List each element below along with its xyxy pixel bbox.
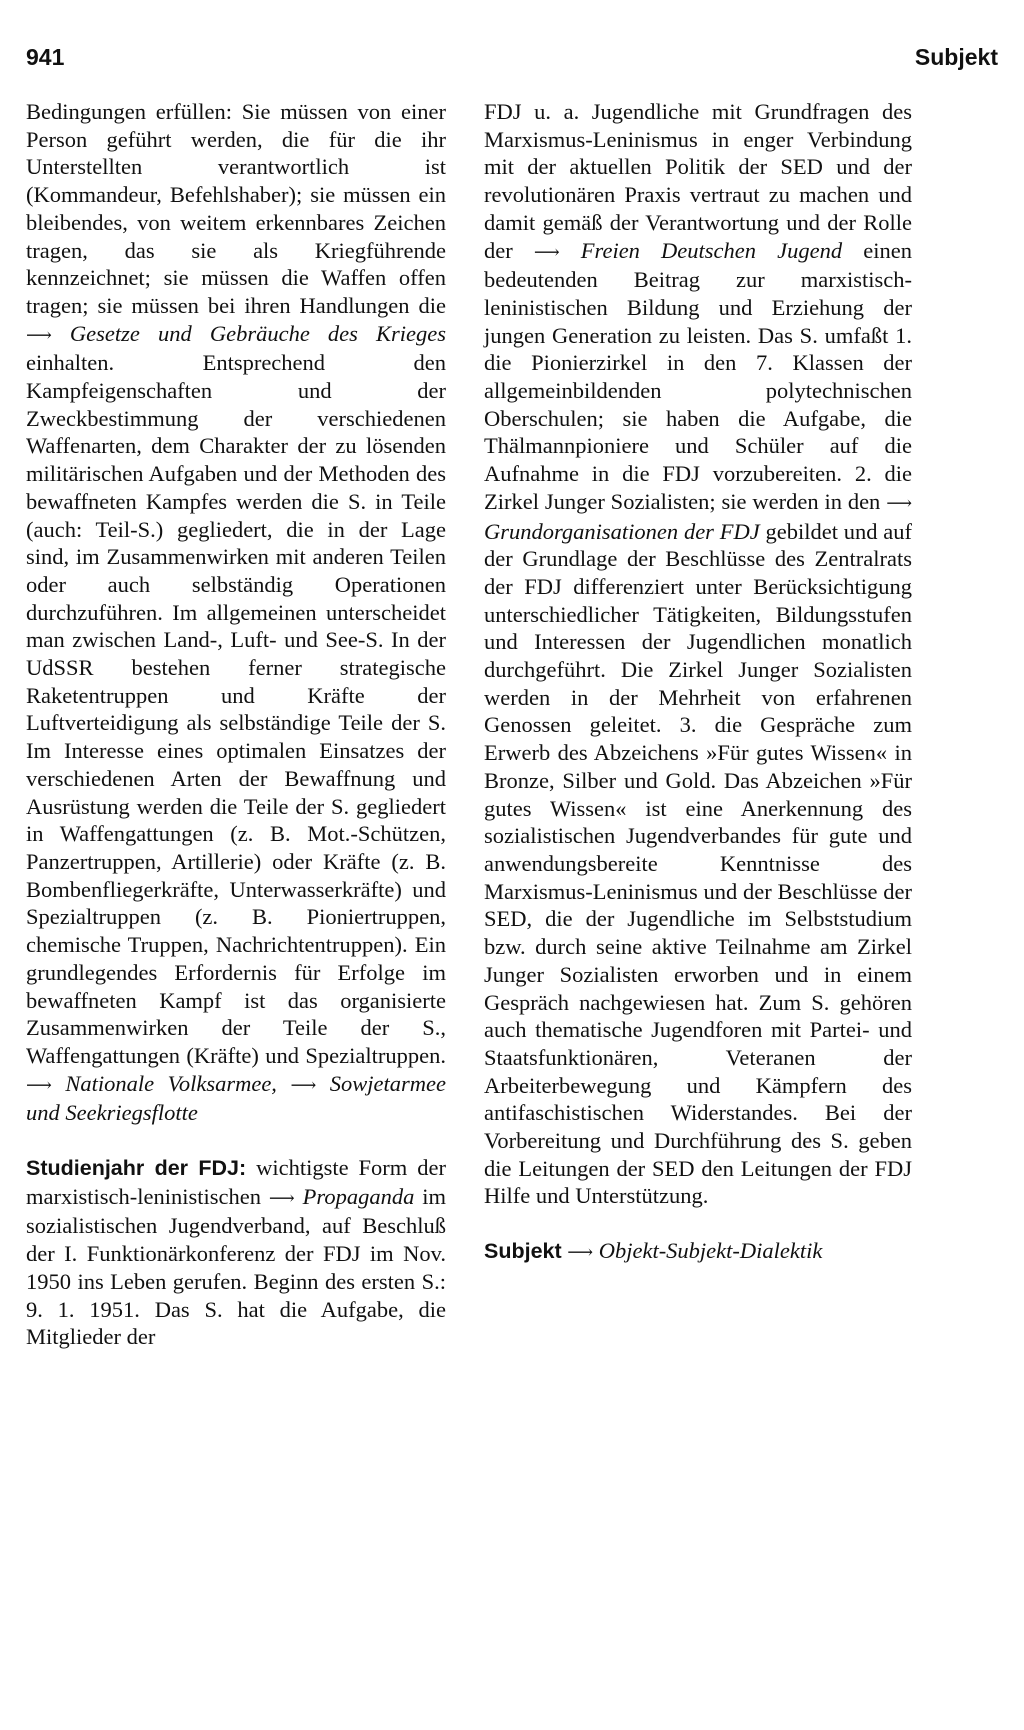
entry-headword: Subjekt (484, 1239, 562, 1264)
cross-reference-arrow-icon: ⟶ (567, 1242, 594, 1263)
page-header (26, 44, 998, 84)
entry-headword: Studienjahr der FDJ: (26, 1156, 247, 1181)
cross-reference-arrow-icon: ⟶ (268, 1187, 295, 1208)
left-column (26, 98, 446, 1351)
entry-text: Bedingungen erfüllen: Sie müssen von einer Person geführt werden, die für die ihr Unterstellten verantwortlich ist (Kommandeur, Befehlshaber); sie müssen ein bleibendes, von weitem erkennbares Zeichen tragen, das sie als Kriegführende kennzeichnet; sie müssen die Waffen offen tragen; sie müssen bei ihren Handlungen die (26, 99, 446, 318)
cross-reference-link[interactable]: Grundorganisationen der FDJ (484, 518, 760, 544)
cross-reference-arrow-icon: ⟶ (886, 492, 912, 513)
cross-reference-link[interactable]: Sowjetarmee und Seekriegsflotte (26, 1070, 447, 1126)
entry-text: wichtigste Form der marxistisch-leninistischen (26, 1155, 446, 1209)
entry-text: einen bedeutenden Beitrag zur marxistisch-leninistischen Bildung und Erziehung der jungen Generation zu leisten. Das S. umfaßt 1. die Pionierzirkel in den 7. Klassen der allgemeinbildenden polytechnischen Oberschulen; sie haben die Aufgabe, die Thälmannpioniere und Schüler auf die Aufnahme in die FDJ vorzubereiten. 2. die Zirkel Junger Sozialisten; sie werden in den (484, 237, 912, 514)
cross-reference-arrow-icon: ⟶ (533, 241, 560, 262)
page-number: 941 (26, 44, 65, 70)
entry-text: einhalten. Entsprechend den Kampfeigenschaften und der Zweckbestimmung der verschiedenen Waffenarten, dem Charakter der zu lösenden militärischen Aufgaben und der Methoden des bewaffneten Kampfes werden die S. in Teile (auch: Teil-S.) gegliedert, die in der Lage sind, im Zusammenwirken mit anderen Teilen oder auch selbständig Operationen durchzuführen. Im allgemeinen unterscheidet man zwischen Land-, Luft- und See-S. In der UdSSR bestehen ferner strategische Raketentruppen und Kräfte der Luftverteidigung als selbständige Teile der S. Im Interesse eines optimalen Einsatzes der verschiedenen Arten der Bewaffnung und Ausrüstung werden die Teile der S. gegliedert in Waffengattungen (z. B. Mot.-Schützen, Panzertruppen, Artillerie) oder Kräfte (z. B. Bombenfliegerkräfte, Unterwasserkräfte) und Spezialtruppen (z. B. Pioniertruppen, chemische Truppen, Nachrichtentruppen). Ein grundlegendes Erfordernis für Erfolge im bewaffneten Kampf ist das organisierte Zusammenwirken der Teile der S., Waffengattungen (Kräfte) und Spezialtruppen. (26, 350, 446, 1068)
soldier-entry-continuation (26, 98, 446, 1127)
cross-reference-link[interactable]: Nationale Volksarmee, (65, 1070, 277, 1096)
cross-reference-link[interactable]: Freien Deutschen Jugend (580, 237, 843, 263)
studienjahr-entry (26, 1154, 446, 1351)
cross-reference-link[interactable]: Gesetze und Gebräuche des Krieges (69, 320, 446, 346)
right-column (484, 98, 912, 1267)
running-head: Subjekt (914, 44, 998, 70)
entry-text: im sozialistischen Jugendverband, auf Beschluß der I. Funktionärkonferenz der FDJ im Nov. 1950 ins Leben gerufen. Beginn des ersten S.: 9. 1. 1951. Das S. hat die Aufgabe, die Mitglieder der (26, 1183, 447, 1350)
entry-text: FDJ u. a. Jugendliche mit Grundfragen des Marxismus-Leninismus in enger Verbindung mit der aktuellen Politik der SED und der revolutionären Praxis vertraut zu machen und damit gemäß der Verantwortung und der Rolle der (484, 99, 912, 263)
cross-reference-arrow-icon: ⟶ (26, 324, 52, 345)
entry-text: gebildet und auf der Grundlage der Beschlüsse des Zentralrats der FDJ differenziert unter Berücksichtigung unterschiedlicher Tätigkeiten, Bildungsstufen und Interessen der Jugendlichen monatlich durchgeführt. Die Zirkel Junger Sozialisten werden in der Mehrheit von erfahrenen Genossen geleitet. 3. die Gespräche zum Erwerb des Abzeichens »Für gutes Wissen« in Bronze, Silber und Gold. Das Abzeichen »Für gutes Wissen« ist eine Anerkennung des sozialistischen Jugendverbandes für gute und anwendungsbereite Kenntnisse des Marxismus-Leninismus und der Beschlüsse der SED, die der Jugendliche im Selbststudium bzw. durch seine aktive Teilnahme am Zirkel Junger Sozialisten erworben und in einem Gespräch nachgewiesen hat. Zum S. gehören auch thematische Jugendforen mit Partei- und Staatsfunktionären, Veteranen der Arbeiterbewegung und Kämpfern des antifaschistischen Widerstandes. Bei der Vorbereitung und Durchführung des S. geben die Leitungen der SED den Leitungen der FDJ Hilfe und Unterstützung. (484, 518, 912, 1209)
subjekt-entry (484, 1237, 912, 1267)
cross-reference-link[interactable]: Objekt-Subjekt-Dialektik (598, 1238, 823, 1264)
cross-reference-arrow-icon: ⟶ (290, 1074, 317, 1095)
cross-reference-link[interactable]: Propaganda (302, 1183, 415, 1209)
studienjahr-entry-continuation (484, 98, 912, 1210)
cross-reference-arrow-icon: ⟶ (26, 1074, 52, 1095)
